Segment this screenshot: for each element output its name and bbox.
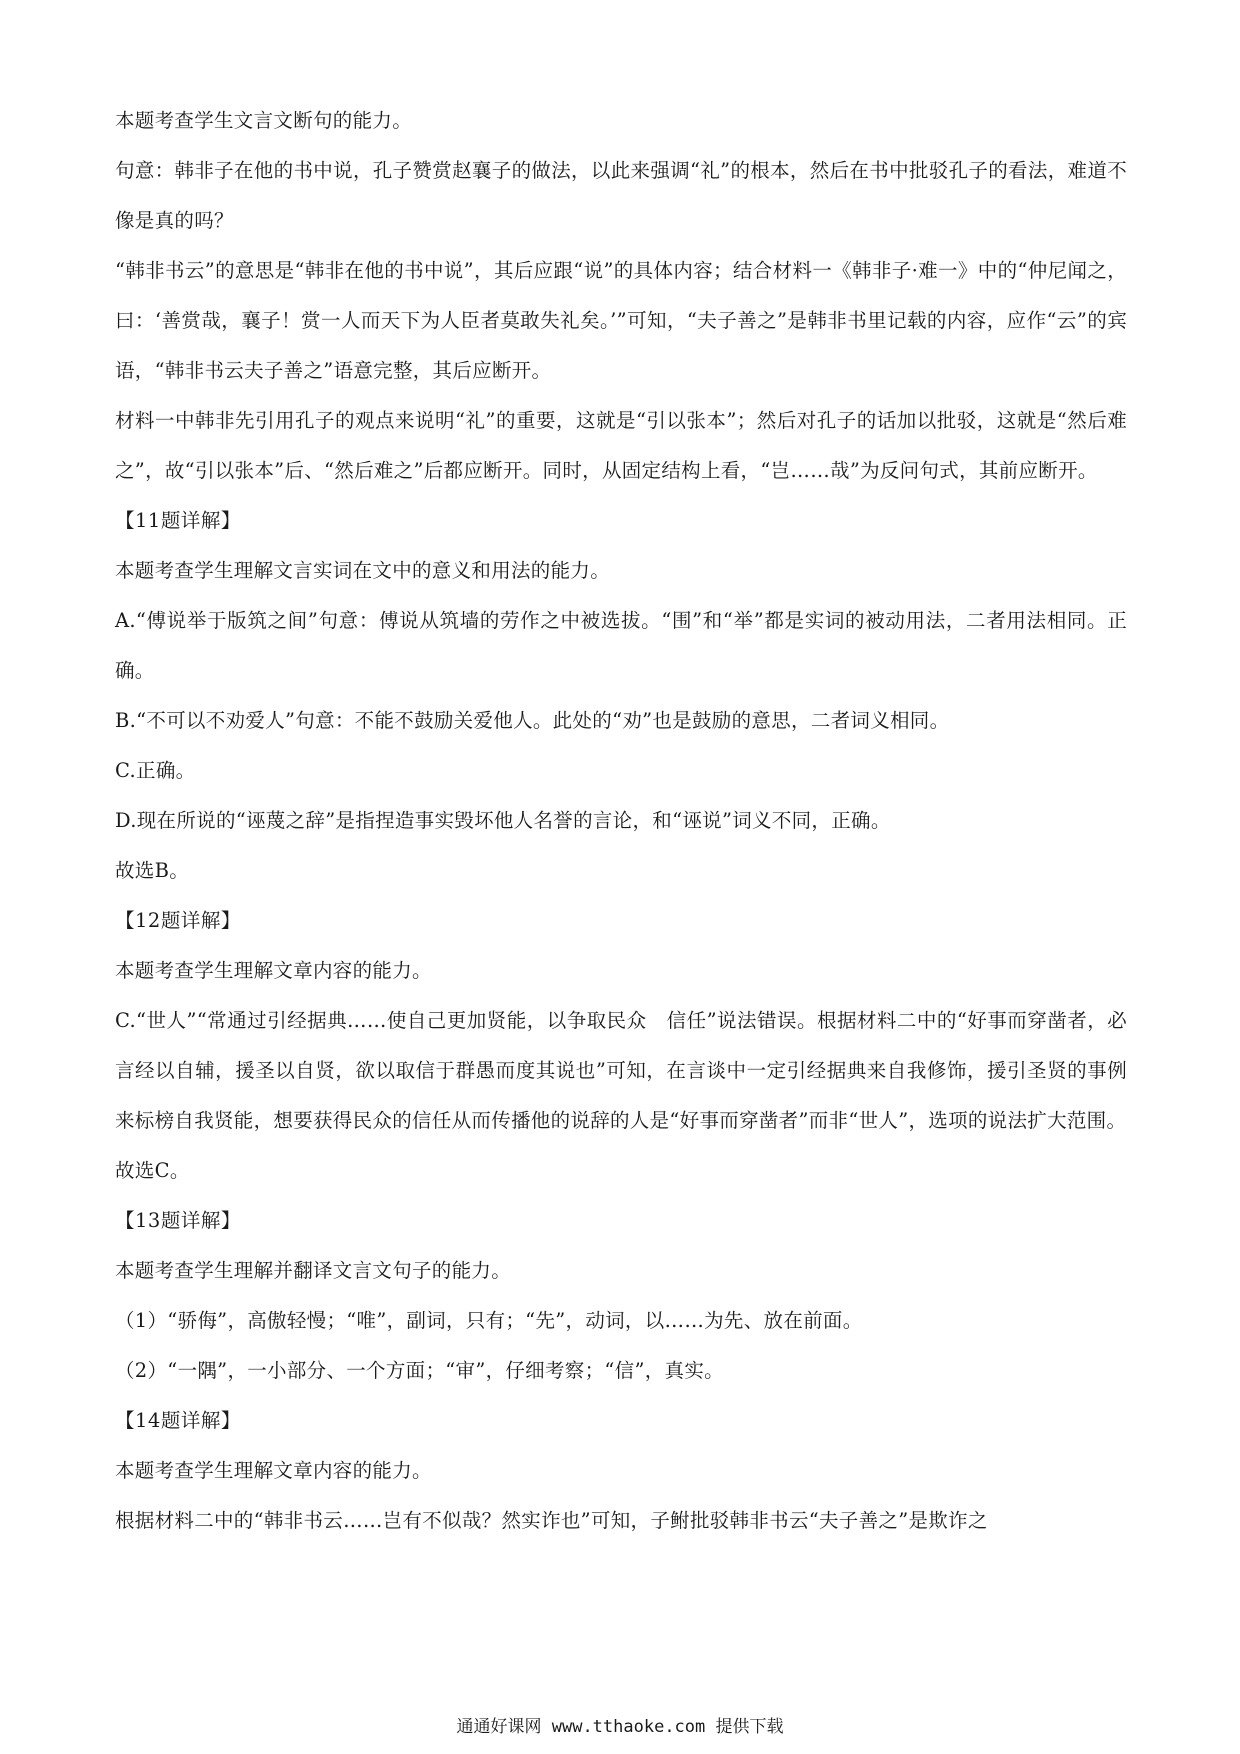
heading-q13: 【13题详解】	[115, 1209, 241, 1232]
paragraph-q13-intro: 本题考查学生理解并翻译文言文句子的能力。	[115, 1259, 512, 1282]
paragraph-q11-option-c: C.正确。	[115, 759, 196, 782]
paragraph-q11-option-b: B.“不可以不劝爱人”句意：不能不鼓励关爱他人。此处的“劝”也是鼓励的意思，二者词义相同。	[115, 709, 950, 732]
paragraph-q14-analysis: 根据材料二中的“韩非书云……岂有不似哉？然实诈也”可知，子鲋批驳韩非书云“夫子善之”是欺诈之	[115, 1509, 988, 1532]
document-body	[115, 96, 1127, 1546]
paragraph-q11-option-d: D.现在所说的“诬蔑之辞”是指捏造事实毁坏他人名誉的言论，和“诬说”词义不同，正确。	[115, 809, 891, 832]
paragraph-material-one: 材料一中韩非先引用孔子的观点来说明“礼”的重要，这就是“引以张本”；然后对孔子的话加以批驳，这就是“然后难之”，故“引以张本”后、“然后难之”后都应断开。同时，从固定结构上看，“岂……哉”为反问句式，其前应断开。	[115, 409, 1127, 482]
paragraph-hanfei-analysis: “韩非书云”的意思是“韩非在他的书中说”，其后应跟“说”的具体内容；结合材料一《韩非子·难一》中的“仲尼闻之，曰：‘善赏哉，襄子！赏一人而天下为人臣者莫敢失礼矣。’”可知，“夫子善之”是韩非书里记载的内容，应作“云”的宾语，“韩非书云夫子善之”语意完整，其后应断开。	[115, 259, 1127, 382]
heading-q14: 【14题详解】	[115, 1409, 241, 1432]
paragraph-q11-answer: 故选B。	[115, 859, 190, 882]
heading-q12: 【12题详解】	[115, 909, 241, 932]
page-footer: 通通好课网 www.tthaoke.com 提供下载	[456, 1717, 784, 1737]
paragraph-q14-intro: 本题考查学生理解文章内容的能力。	[115, 1459, 432, 1482]
paragraph-q11-option-a: A.“傅说举于版筑之间”句意：傅说从筑墙的劳作之中被选拔。“围”和“举”都是实词的被动用法，二者用法相同。正确。	[115, 609, 1127, 682]
paragraph-intro: 本题考查学生文言文断句的能力。	[115, 109, 413, 132]
paragraph-sentence-meaning: 句意：韩非子在他的书中说，孔子赞赏赵襄子的做法，以此来强调“礼”的根本，然后在书中批驳孔子的看法，难道不像是真的吗？	[115, 159, 1127, 232]
paragraph-q11-intro: 本题考查学生理解文言实词在文中的意义和用法的能力。	[115, 559, 611, 582]
paragraph-q12-answer: 故选C。	[115, 1159, 190, 1182]
paragraph-q13-part-1: （1）“骄侮”，高傲轻慢；“唯”，副词，只有；“先”，动词，以……为先、放在前面。	[115, 1309, 863, 1332]
paragraph-q12-intro: 本题考查学生理解文章内容的能力。	[115, 959, 432, 982]
heading-q11: 【11题详解】	[115, 509, 241, 532]
paragraph-q13-part-2: （2）“一隅”，一小部分、一个方面；“审”，仔细考察；“信”，真实。	[115, 1359, 724, 1382]
paragraph-q12-option-c: C.“世人”“常通过引经据典……使自己更加贤能，以争取民众 信任”说法错误。根据材料二中的“好事而穿凿者，必言经以自辅，援圣以自贤，欲以取信于群愚而度其说也”可知，在言谈中一定引经据典来自我修饰，援引圣贤的事例来标榜自我贤能，想要获得民众的信任从而传播他的说辞的人是“好事而穿凿者”而非“世人”，选项的说法扩大范围。	[115, 1009, 1127, 1132]
